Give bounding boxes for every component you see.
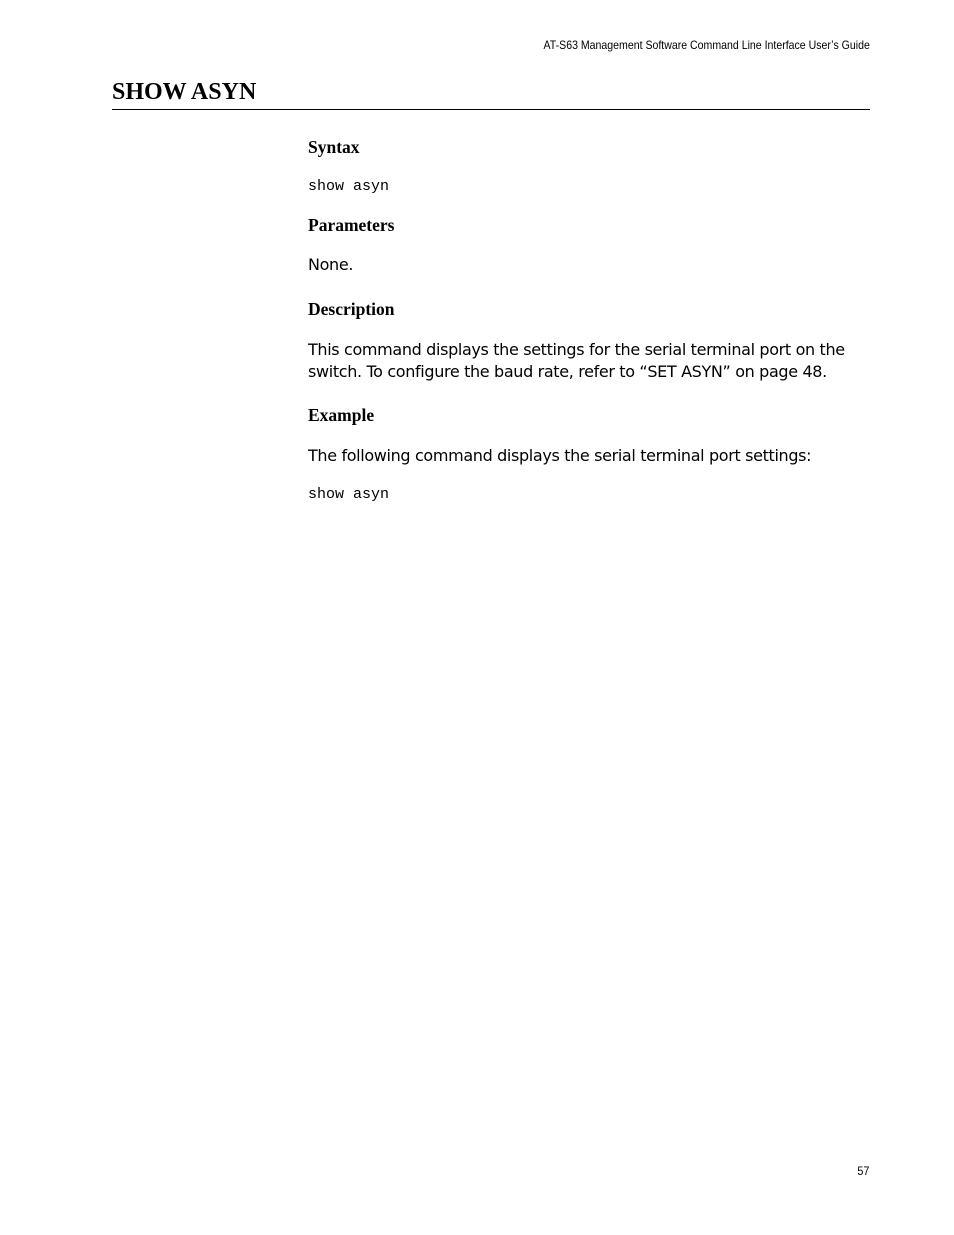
running-header: AT-S63 Management Software Command Line Interface User’s Guide bbox=[543, 38, 870, 52]
parameters-text: None. bbox=[308, 255, 354, 274]
section-title: SHOW ASYN bbox=[112, 79, 257, 105]
description-text: This command displays the settings for the serial terminal port on the switch. To configure the baud rate, refer to “SET ASYN” on page 48. bbox=[308, 340, 845, 381]
syntax-command: show asyn bbox=[308, 178, 390, 195]
example-text: The following command displays the serial terminal port settings: bbox=[308, 446, 812, 465]
example-heading: Example bbox=[308, 405, 375, 425]
description-heading: Description bbox=[308, 299, 395, 319]
page-number: 57 bbox=[856, 1164, 869, 1178]
parameters-heading: Parameters bbox=[308, 215, 395, 235]
syntax-heading: Syntax bbox=[308, 137, 360, 157]
example-command: show asyn bbox=[308, 486, 390, 503]
title-rule bbox=[112, 109, 870, 110]
